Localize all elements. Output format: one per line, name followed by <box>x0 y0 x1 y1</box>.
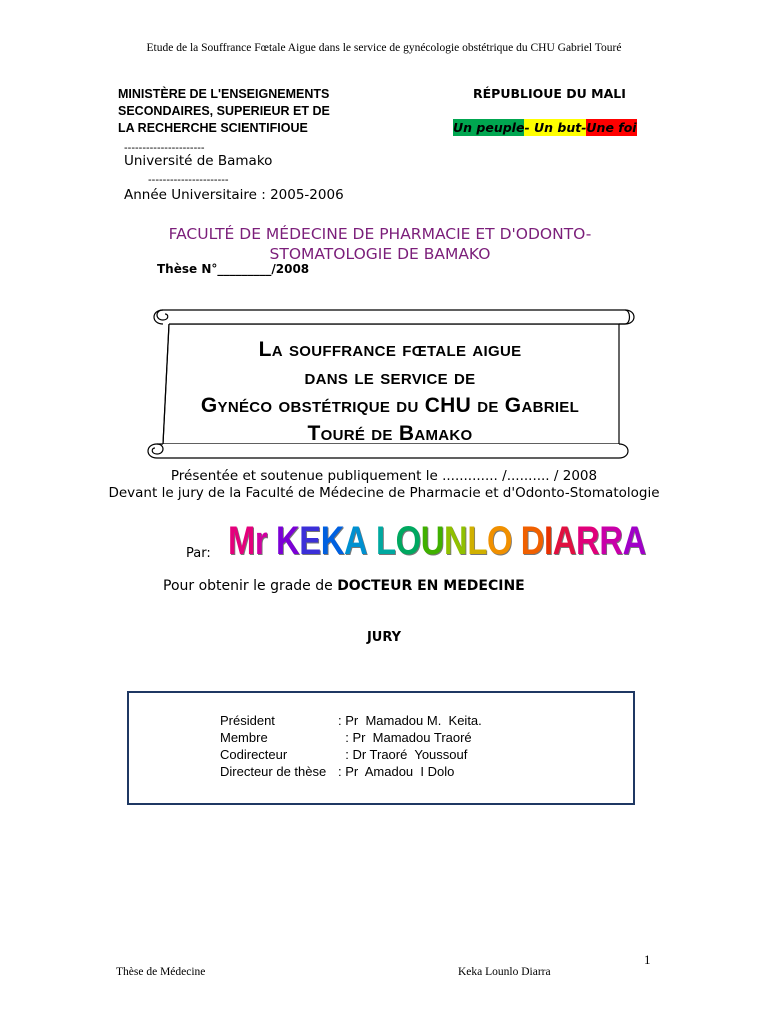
jury-role: Président <box>220 713 275 728</box>
faculty-title <box>120 224 640 264</box>
author-name-letter <box>267 519 276 564</box>
presented-line-2: Devant le jury de la Faculté de Médecine de Pharmacie et d'Odonto-Stomatologie <box>108 485 660 501</box>
title-line-1: La souffrance fœtale aigue <box>258 338 522 361</box>
author-name-letter: L <box>376 519 396 563</box>
presentation-info <box>0 468 768 502</box>
author-name-letter <box>512 519 521 564</box>
jury-row <box>220 764 454 779</box>
author-name <box>228 519 646 564</box>
faculty-line-2: STOMATOLOGIE DE BAMAKO <box>269 245 491 263</box>
page-number: 1 <box>644 952 651 967</box>
author-name-letter: A <box>344 519 368 563</box>
degree-line <box>163 578 525 594</box>
jury-member: : Pr Mamadou Traoré <box>338 730 472 745</box>
ministry-block <box>118 86 330 137</box>
author-name-letter: K <box>320 519 345 563</box>
motto-part-green: Un peuple <box>453 120 525 135</box>
presented-line-1: Présentée et soutenue publiquement le ............. /.......... / 2008 <box>170 468 598 484</box>
ministry-line-1: MINISTÈRE DE L'ENSEIGNEMENTS <box>118 87 330 101</box>
jury-heading: JURY <box>366 630 402 645</box>
author-name-letter: O <box>395 519 421 563</box>
author-name-letter: r <box>254 519 268 563</box>
footer-left: Thèse de Médecine <box>116 966 206 978</box>
thesis-title <box>160 336 620 448</box>
jury-role: Codirecteur <box>220 747 288 762</box>
jury-role: Membre <box>220 730 268 745</box>
author-name-letter: A <box>622 519 646 563</box>
title-line-4: Touré de Bamako <box>307 422 473 445</box>
separator-dashes-1: ---------------------- <box>124 142 205 154</box>
academic-year: Année Universitaire : 2005-2006 <box>124 187 344 203</box>
motto-part-yellow: - Un but- <box>524 120 587 135</box>
jury-row <box>220 713 482 728</box>
author-name-letter: R <box>599 519 623 563</box>
author-name-letter: A <box>552 519 577 563</box>
running-header: Etude de la Souffrance Fœtale Aigue dans le service de gynécologie obstétrique du CHU Gabriel Touré <box>146 42 622 54</box>
jury-member: : Dr Traoré Youssouf <box>338 747 468 762</box>
author-name-letter: U <box>420 519 445 563</box>
author-name-letter <box>367 519 376 564</box>
author-name-letter: R <box>576 519 600 563</box>
ministry-line-2: SECONDAIRES, SUPERIEUR ET DE <box>118 104 330 118</box>
author-name-letter: E <box>299 519 321 563</box>
jury-role: Directeur de thèse <box>220 764 327 779</box>
jury-member: : Pr Mamadou M. Keita. <box>338 713 482 728</box>
motto-part-red: Une foi <box>586 120 637 135</box>
title-line-2: dans le service de <box>304 366 476 389</box>
par-label: Par: <box>186 546 211 561</box>
author-name-letter: L <box>467 519 487 563</box>
footer-right: Keka Lounlo Diarra <box>458 966 551 978</box>
republic-title: RÉPUBLIOUE DU MALI <box>473 86 626 101</box>
title-line-3: Gynéco obstétrique du CHU de Gabriel <box>200 394 580 417</box>
degree-name: DOCTEUR EN MEDECINE <box>337 578 525 594</box>
jury-box <box>127 691 635 805</box>
author-name-letter: K <box>275 519 300 563</box>
separator-dashes-2: ---------------------- <box>148 174 229 186</box>
jury-member: : Pr Amadou I Dolo <box>338 764 455 779</box>
national-motto <box>453 119 637 136</box>
author-name-letter: I <box>544 519 553 563</box>
jury-row <box>220 730 472 745</box>
university-name: Université de Bamako <box>124 153 273 169</box>
author-name-letter: N <box>444 519 468 563</box>
jury-row <box>220 747 467 762</box>
author-name-letter: D <box>520 519 545 563</box>
ministry-line-3: LA RECHERCHE SCIENTIFIOUE <box>118 121 308 135</box>
author-name-letter: O <box>486 519 513 563</box>
faculty-line-1: FACULTÉ DE MÉDECINE DE PHARMACIE ET D'ODONTO- <box>168 225 592 243</box>
author-name-letter: M <box>228 519 255 563</box>
degree-prefix: Pour obtenir le grade de <box>163 578 338 594</box>
thesis-number: Thèse N°_________/2008 <box>157 262 310 276</box>
